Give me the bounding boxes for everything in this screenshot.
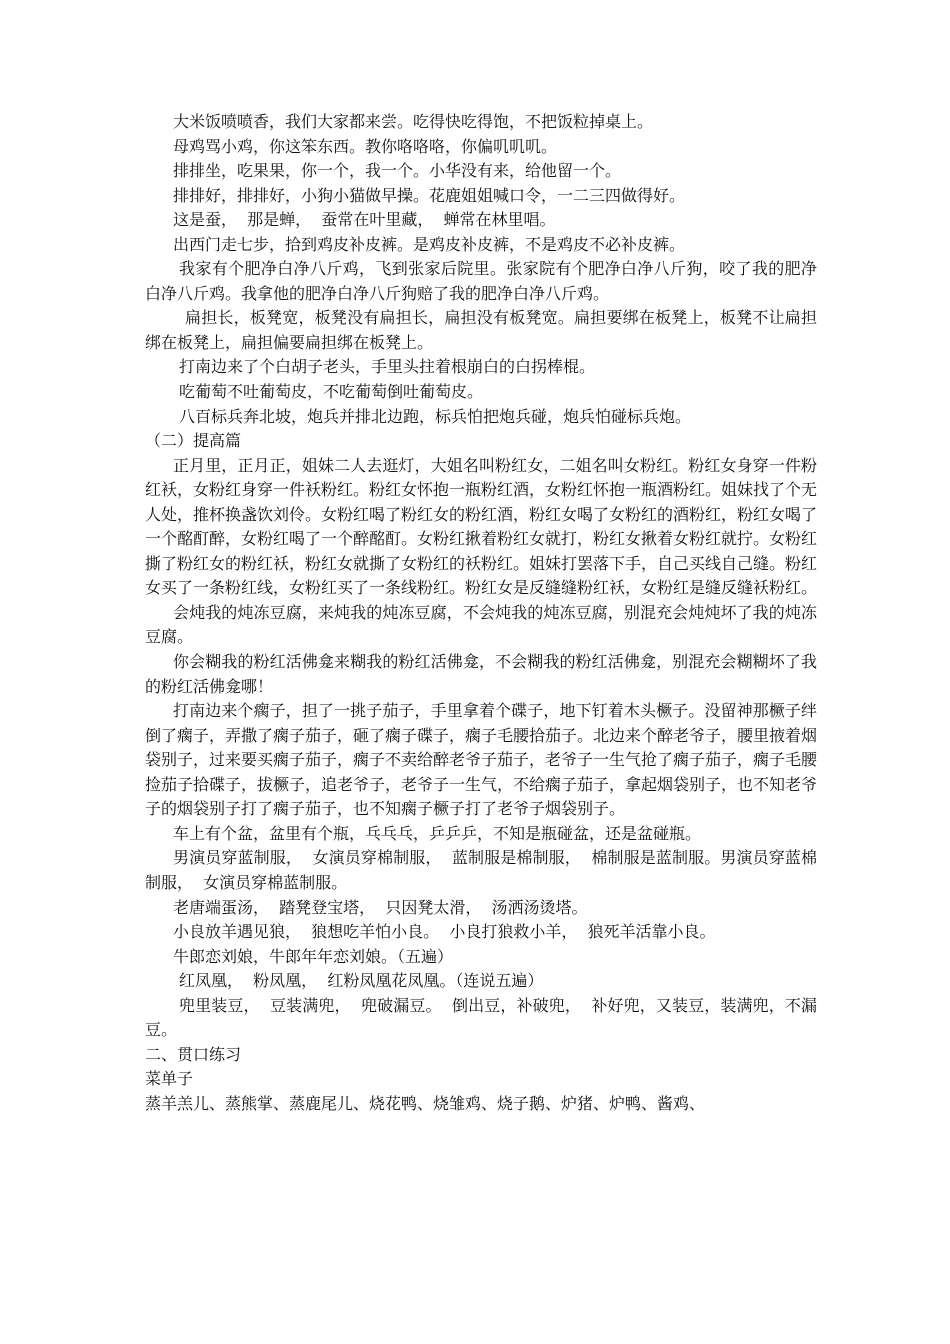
paragraph: 男演员穿蓝制服， 女演员穿棉制服， 蓝制服是棉制服， 棉制服是蓝制服。男演员穿蓝棉制服， 女演员穿棉蓝制服。 <box>145 848 817 892</box>
paragraph: 打南边来了个白胡子老头，手里头拄着根崩白的白拐棒棍。 <box>179 357 596 377</box>
paragraph: 吃葡萄不吐葡萄皮，不吃葡萄倒吐葡萄皮。 <box>179 382 484 402</box>
paragraph: 母鸡骂小鸡，你这笨东西。教你咯咯咯，你偏叽叽叽。 <box>173 136 558 156</box>
paragraph: 车上有个盆，盆里有个瓶，乓乓乓，乒乒乒，不知是瓶碰盆，还是盆碰瓶。 <box>173 823 702 843</box>
paragraph: 正月里，正月正，姐妹二人去逛灯，大姐名叫粉红女，二姐名叫女粉红。粉红女身穿一件粉红袄，女粉红身穿一件袄粉红。粉红女怀抱一瓶粉红酒，女粉红怀抱一瓶酒粉红。姐妹找了个无人处，推杯换盏饮刘伶。女粉红喝了粉红女的粉红酒，粉红女喝了女粉红的酒粉红，粉红女喝了一个酩酊醉，女粉红喝了一个醉酩酊。女粉红揪着粉红女就打，粉红女揪着女粉红就拧。女粉红撕了粉红女的粉红袄，粉红女就撕了女粉红的袄粉红。姐妹打罢落下手，自己买线自己缝。粉红女买了一条粉红线，女粉红买了一条线粉红。粉红女是反缝缝粉红袄，女粉红是缝反缝袄粉红。 <box>145 455 818 598</box>
paragraph: 你会糊我的粉红活佛龛来糊我的粉红活佛龛，不会糊我的粉红活佛龛，别混充会糊糊坏了我的粉红活佛龛哪！ <box>145 652 817 696</box>
paragraph: 会炖我的炖冻豆腐，来炖我的炖冻豆腐，不会炖我的炖冻豆腐，别混充会炖炖坏了我的炖冻豆腐。 <box>145 602 817 647</box>
paragraph: 大米饭喷喷香，我们大家都来尝。吃得快吃得饱，不把饭粒掉桌上。 <box>173 112 654 131</box>
paragraph: 排排坐，吃果果，你一个，我一个。小华没有来，给他留一个。 <box>173 161 622 181</box>
subsection-heading: 菜单子 <box>145 1069 194 1089</box>
paragraph: 兜里装豆， 豆装满兜， 兜破漏豆。 倒出豆，补破兜， 补好兜，又装豆，装满兜，不漏豆。 <box>145 995 817 1040</box>
paragraph: 打南边来个瘸子，担了一挑子茄子，手里拿着个碟子，地下钉着木头橛子。没留神那橛子绊倒了瘸子，弄撒了瘸子茄子，砸了瘸子碟子，瘸子毛腰拾茄子。北边来个醉老爷子，腰里掖着烟袋别子，过来要买瘸子茄子，瘸子不卖给醉老爷子茄子，老爷子一生气抢了瘸子茄子，瘸子毛腰捡茄子拾碟子，拔橛子，追老爷子，老爷子一生气，不给瘸子茄子，拿起烟袋别子，也不知老爷子的烟袋别子打了瘸子茄子，也不知瘸子橛子打了老爷子烟袋别子。 <box>145 701 818 819</box>
document-body <box>145 110 817 1116</box>
paragraph: 八百标兵奔北坡，炮兵并排北边跑，标兵怕把炮兵碰，炮兵怕碰标兵炮。 <box>179 406 692 426</box>
paragraph: 牛郎恋刘娘，牛郎年年恋刘娘。（五遍） <box>173 946 454 966</box>
paragraph: 这是蚕， 那是蝉， 蚕常在叶里藏， 蝉常在林里唱。 <box>173 210 556 230</box>
paragraph: 我家有个肥净白净八斤鸡，飞到张家后院里。张家院有个肥净白净八斤狗，咬了我的肥净白净八斤鸡。我拿他的肥净白净八斤狗赔了我的肥净白净八斤鸡。 <box>145 259 817 303</box>
paragraph: 扁担长，板凳宽，板凳没有扁担长，扁担没有板凳宽。扁担要绑在板凳上，板凳不让扁担绑在板凳上，扁担偏要扁担绑在板凳上。 <box>145 308 817 352</box>
section-heading: （二）提高篇 <box>145 431 242 451</box>
paragraph: 出西门走七步，拾到鸡皮补皮裤。是鸡皮补皮裤，不是鸡皮不必补皮裤。 <box>173 234 686 254</box>
paragraph: 红凤凰， 粉凤凰， 红粉凤凰花凤凰。（连说五遍） <box>179 971 544 991</box>
paragraph: 蒸羊羔儿、蒸熊掌、蒸鹿尾儿、烧花鸭、烧雏鸡、烧子鹅、炉猪、炉鸭、酱鸡、 <box>145 1093 706 1113</box>
paragraph: 小良放羊遇见狼， 狼想吃羊怕小良。 小良打狼救小羊， 狼死羊活靠小良。 <box>173 922 716 942</box>
paragraph: 排排好，排排好，小狗小猫做早操。花鹿姐姐喊口令，一二三四做得好。 <box>173 185 686 205</box>
paragraph: 老唐端蛋汤， 踏凳登宝塔， 只因凳太滑， 汤洒汤烫塔。 <box>173 897 588 917</box>
section-heading: 二、贯口练习 <box>145 1044 242 1064</box>
